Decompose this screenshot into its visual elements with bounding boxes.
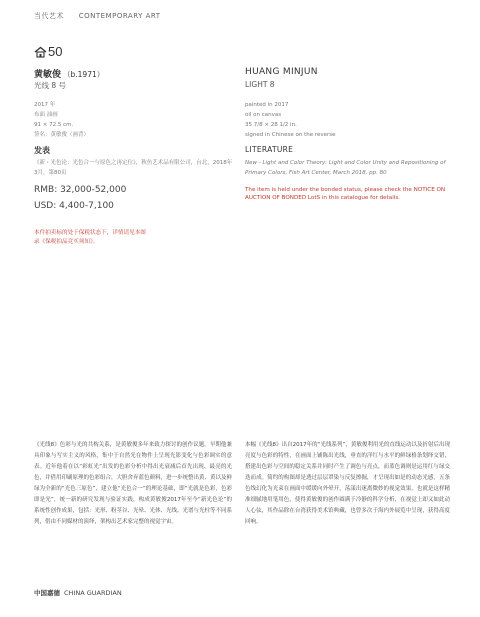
details-en [245,100,336,140]
detail-size-cn: 91 × 72.5 cm. [34,122,74,128]
literature-heading-cn: 发表 [34,146,50,155]
estimate-rmb: RMB: 32,000-52,000 [34,185,127,195]
literature-text-en: New - Light and Color Theory: Light and Color Unity and Repositioning of Primary Colors, Fish Art Center, March 2018, pp. 80 [245,160,446,176]
lot-number-value: 50 [48,44,63,59]
detail-medium-cn: 布面 油画 [34,112,58,118]
detail-date-cn: 2017 年 [34,102,56,108]
detail-signature-cn: 签名：黄敏俊（画背） [34,132,90,138]
essay-right: 本幅《光线8》出自2017年的“光线系列”，黄敏俊利用光的直线运动以及折射后出现亮度与色彩的特性，在画面上铺陈出光线，垂直的洋红与水平的鲜绿格条划绎交错，搭建出色彩与空间的稳定关系并同时产生了调色与亮点，而蓝色调则是运用红与绿交迭而成。简约的构图却是透过层层罩染与反复擦掘，才呈现出如是的动态光感，五条色线幻化为光束在画面中缓缓向外晕开，荡漾出迷离微妙的视觉效果，也就是这样精准细腻地用笔用色，使得黄敏俊的创作圆满于冷静的科学分析，在视觉上却又如此动人心弦，其作品除在台湾获得美术馆典藏，也曾多次于海内外展览中呈现，获得高度回响。 [245,442,450,525]
work-title-cn: 光线 8 号 [34,81,67,90]
page-header [34,11,173,21]
lot-house-icon [34,46,47,58]
detail-signature-en: signed in Chinese on the reverse [245,132,336,138]
footer-cn: 中国嘉德 [34,589,60,597]
detail-date-en: painted in 2017 [245,102,289,108]
work-title-en: LIGHT 8 [245,80,275,89]
header-cn: 当代艺术 [34,12,64,20]
footer-en: CHINA GUARDIAN [64,589,122,597]
bonded-notice-en: The item is held under the bonded status, please check the NOTICE ON AUCTION OF BONDED LotS in this catalogue for details. [245,187,446,201]
artist-life-cn: （b.1971） [63,70,105,79]
artist-name-en: HUANG MINJUN [245,67,318,77]
detail-size-en: 35 7/8 × 28 1/2 in. [245,122,297,128]
lot-number [34,44,62,59]
literature-heading-en: LITERATURE [245,145,294,154]
artist-name-cn: 黄敏俊 （b.1971） [34,70,105,80]
bonded-notice-cn: 本件拍卖标的处于保税状态下，详情请见本图录《保税拍品竞买须知》。 [34,230,146,245]
literature-text-cn: 《新・光色论：光色合一与原色之再定位》，秋鱼艺术品有限公司，台北，2018年3月，第80页 [34,160,233,176]
essay-left: 《光线8》色彩与光的共构关系，是黄敏俊多年来致力探讨的创作议题。早期他兼具印象与写实主义的风格，集中于自然光在物件上呈现光影变化与色彩调实的意表。近年他着在以“彩虹光”出发的色彩分析中得出光衰减后首先出现、最亮的光色，并借用印刷原理的色彩组合，大胆舍弃蓝色颜料，进一步统整出黄、黄以及鲜绿为全新的“光色三原色”，建立他“光色合一”的理论基础，即“光就是色彩，色彩即是光”，统一新的研究发现与验证实践，构成黄敏俊2017年至今“新光色论”的系统性创作成果，包括：光形、粉茎谷、光晕、光体、光线、光谱与光柱等不同系列，借由不同媒材的演绎，架构出艺术家完整的视觉宇宙。 [34,442,233,525]
page-footer [34,588,122,597]
detail-medium-en: oil on canvas [245,112,282,118]
details-cn [34,100,89,140]
header-en: CONTEMPORARY ART [78,12,161,20]
estimate-usd: USD: 4,400-7,100 [34,201,114,211]
